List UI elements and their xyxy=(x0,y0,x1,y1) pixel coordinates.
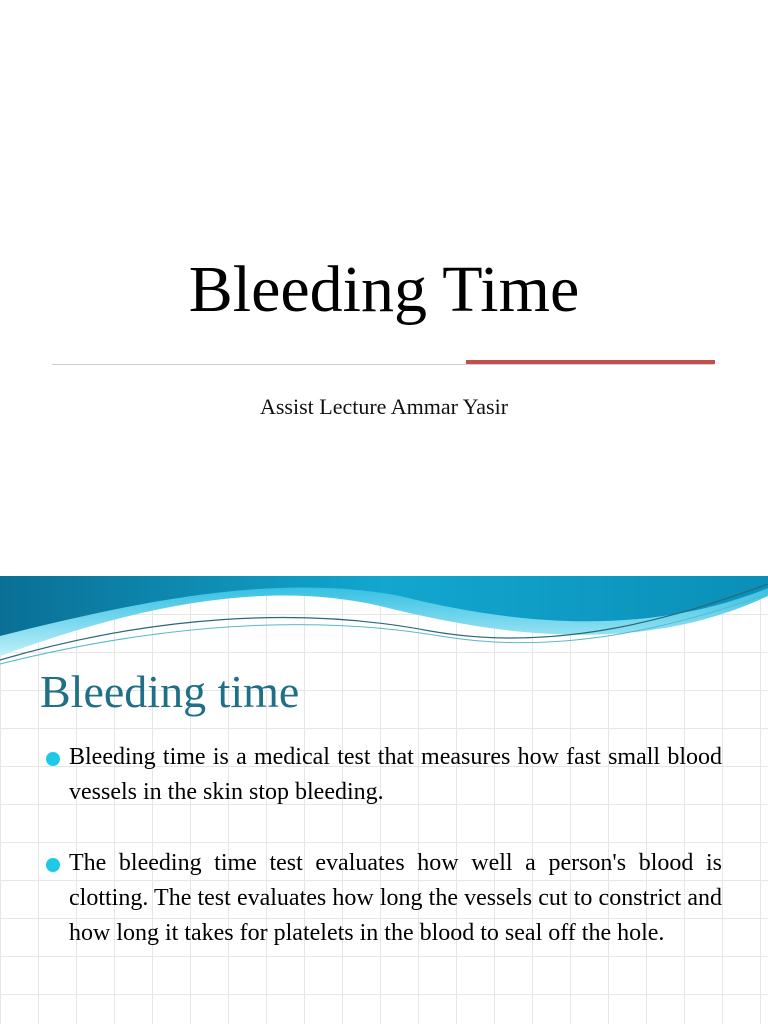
bullet-text: The bleeding time test evaluates how well a person's blood is clotting. The test evaluates how long the vessels cut to constrict and how long it takes for platelets in the blood to seal off the hole. xyxy=(69,850,722,946)
wave-banner-graphic xyxy=(0,576,768,671)
title-accent-bar xyxy=(466,360,715,364)
bullet-text: Bleeding time is a medical test that measures how fast small blood vessels in the skin stop bleeding. xyxy=(69,744,722,805)
slide-heading: Bleeding time xyxy=(40,666,300,717)
title-divider-line xyxy=(52,364,714,365)
bullet-item xyxy=(46,740,722,810)
slide-title: Bleeding Time xyxy=(188,253,580,326)
slide-subtitle: Assist Lecture Ammar Yasir xyxy=(259,394,509,419)
bullet-item xyxy=(46,846,722,951)
bullet-dot-icon xyxy=(46,858,60,872)
content-slide xyxy=(0,576,768,1024)
bullet-dot-icon xyxy=(46,752,60,766)
